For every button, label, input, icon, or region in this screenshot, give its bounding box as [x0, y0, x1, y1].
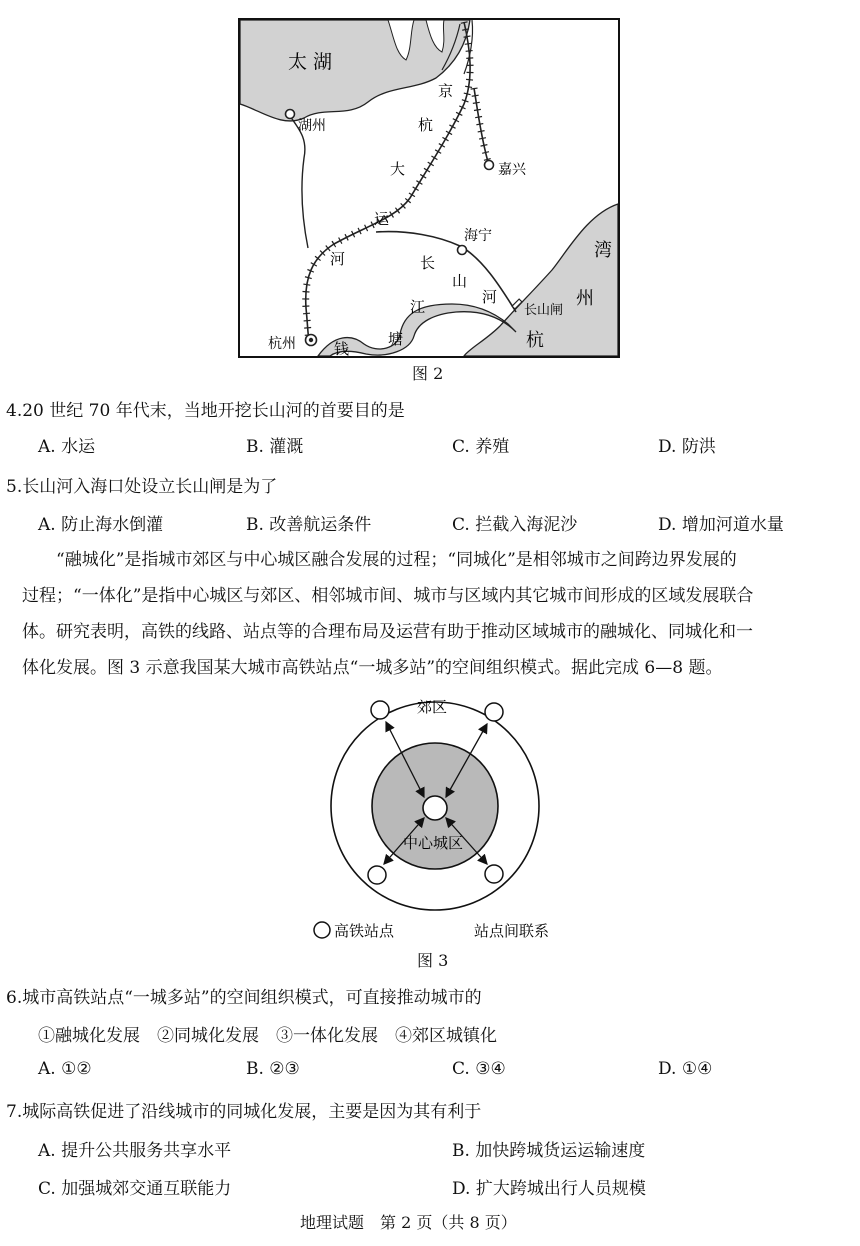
passage-line-3: 体。研究表明，高铁的线路、站点等的合理布局及运营有助于推动区域城市的融城化、同城化和一	[22, 622, 753, 642]
label-canal-3: 大	[390, 160, 406, 178]
q7-option-a[interactable]: A. 提升公共服务共享水平	[38, 1141, 232, 1161]
label-jiaxing: 嘉兴	[498, 162, 526, 178]
q5-option-a[interactable]: A. 防止海水倒灌	[38, 515, 164, 535]
q6-stem: 6.城市高铁站点“一城多站”的空间组织模式，可直接推动城市的	[6, 988, 482, 1008]
figure3-diagram	[300, 684, 580, 946]
label-canal-2: 杭	[418, 116, 434, 134]
legend-station: 高铁站点	[334, 922, 395, 940]
label-changshanhe-1: 长	[420, 254, 436, 272]
label-canal-5: 河	[330, 250, 346, 268]
passage	[22, 542, 838, 686]
q6-option-b[interactable]: B. ②③	[246, 1059, 300, 1079]
label-huzhou: 湖州	[298, 118, 326, 134]
q7-option-d[interactable]: D. 扩大跨城出行人员规模	[452, 1179, 646, 1199]
label-hangzhou: 杭州	[268, 336, 296, 352]
q4-stem: 4.20 世纪 70 年代末，当地开挖长山河的首要目的是	[6, 401, 405, 421]
station-se	[485, 865, 503, 883]
q6-option-c[interactable]: C. ③④	[452, 1059, 506, 1079]
figure2-caption: 图 2	[412, 364, 444, 383]
q5-stem: 5.长山河入海口处设立长山闸是为了	[6, 477, 278, 497]
legend-link: 站点间联系	[474, 922, 550, 940]
figure3-caption: 图 3	[417, 951, 449, 970]
haining-marker	[458, 246, 467, 255]
station-center	[423, 796, 447, 820]
q7-option-c[interactable]: C. 加强城郊交通互联能力	[38, 1179, 232, 1199]
label-taihu: 太 湖	[288, 51, 333, 73]
label-suburb: 郊区	[417, 698, 448, 716]
q6-option-d[interactable]: D. ①④	[658, 1059, 713, 1079]
label-changshanhe-3: 河	[482, 288, 498, 306]
q7-stem: 7.城际高铁促进了沿线城市的同城化发展，主要是因为其有利于	[6, 1102, 482, 1122]
station-ne	[485, 703, 503, 721]
label-changshanzha: 长山闸	[524, 303, 564, 318]
legend-station-icon	[314, 922, 330, 938]
q6-option-a[interactable]: A. ①②	[38, 1059, 92, 1079]
q5-option-c[interactable]: C. 拦截入海泥沙	[452, 515, 578, 535]
q7-option-b[interactable]: B. 加快跨城货运运输速度	[452, 1141, 646, 1161]
label-bay-1: 湾	[594, 240, 612, 261]
q6-items: ①融城化发展 ②同城化发展 ③一体化发展 ④郊区城镇化	[38, 1026, 497, 1046]
huzhou-marker	[286, 110, 295, 119]
label-center: 中心城区	[403, 834, 464, 852]
q5-option-d[interactable]: D. 增加河道水量	[658, 515, 784, 535]
figure2-map	[238, 18, 620, 358]
q4-option-c[interactable]: C. 养殖	[452, 437, 510, 457]
page-footer: 地理试题 第 2 页（共 8 页）	[300, 1213, 517, 1232]
label-canal-4: 运	[374, 210, 390, 228]
passage-line-4: 体化发展。图 3 示意我国某大城市高铁站点“一城多站”的空间组织模式。据此完成 6—8 题。	[22, 658, 723, 678]
jiaxing-marker	[485, 161, 494, 170]
label-haining: 海宁	[464, 228, 492, 244]
label-qiantang-3: 江	[410, 298, 426, 316]
station-nw	[371, 701, 389, 719]
passage-line-2: 过程；“一体化”是指中心城区与郊区、相邻城市间、城市与区域内其它城市间形成的区域发展联合	[22, 586, 754, 606]
station-sw	[368, 866, 386, 884]
label-qiantang-2: 塘	[388, 330, 404, 348]
q4-option-d[interactable]: D. 防洪	[658, 437, 716, 457]
q4-option-b[interactable]: B. 灌溉	[246, 437, 304, 457]
passage-line-1: “融城化”是指城市郊区与中心城区融合发展的过程；“同城化”是相邻城市之间跨边界发展的	[56, 550, 737, 570]
label-qiantang-1: 钱	[334, 340, 350, 358]
label-bay-2: 州	[576, 288, 594, 309]
label-bay-3: 杭	[526, 330, 544, 351]
label-changshanhe-2: 山	[452, 272, 468, 290]
q4-option-a[interactable]: A. 水运	[38, 437, 96, 457]
label-canal-1: 京	[438, 82, 454, 100]
q5-option-b[interactable]: B. 改善航运条件	[246, 515, 372, 535]
